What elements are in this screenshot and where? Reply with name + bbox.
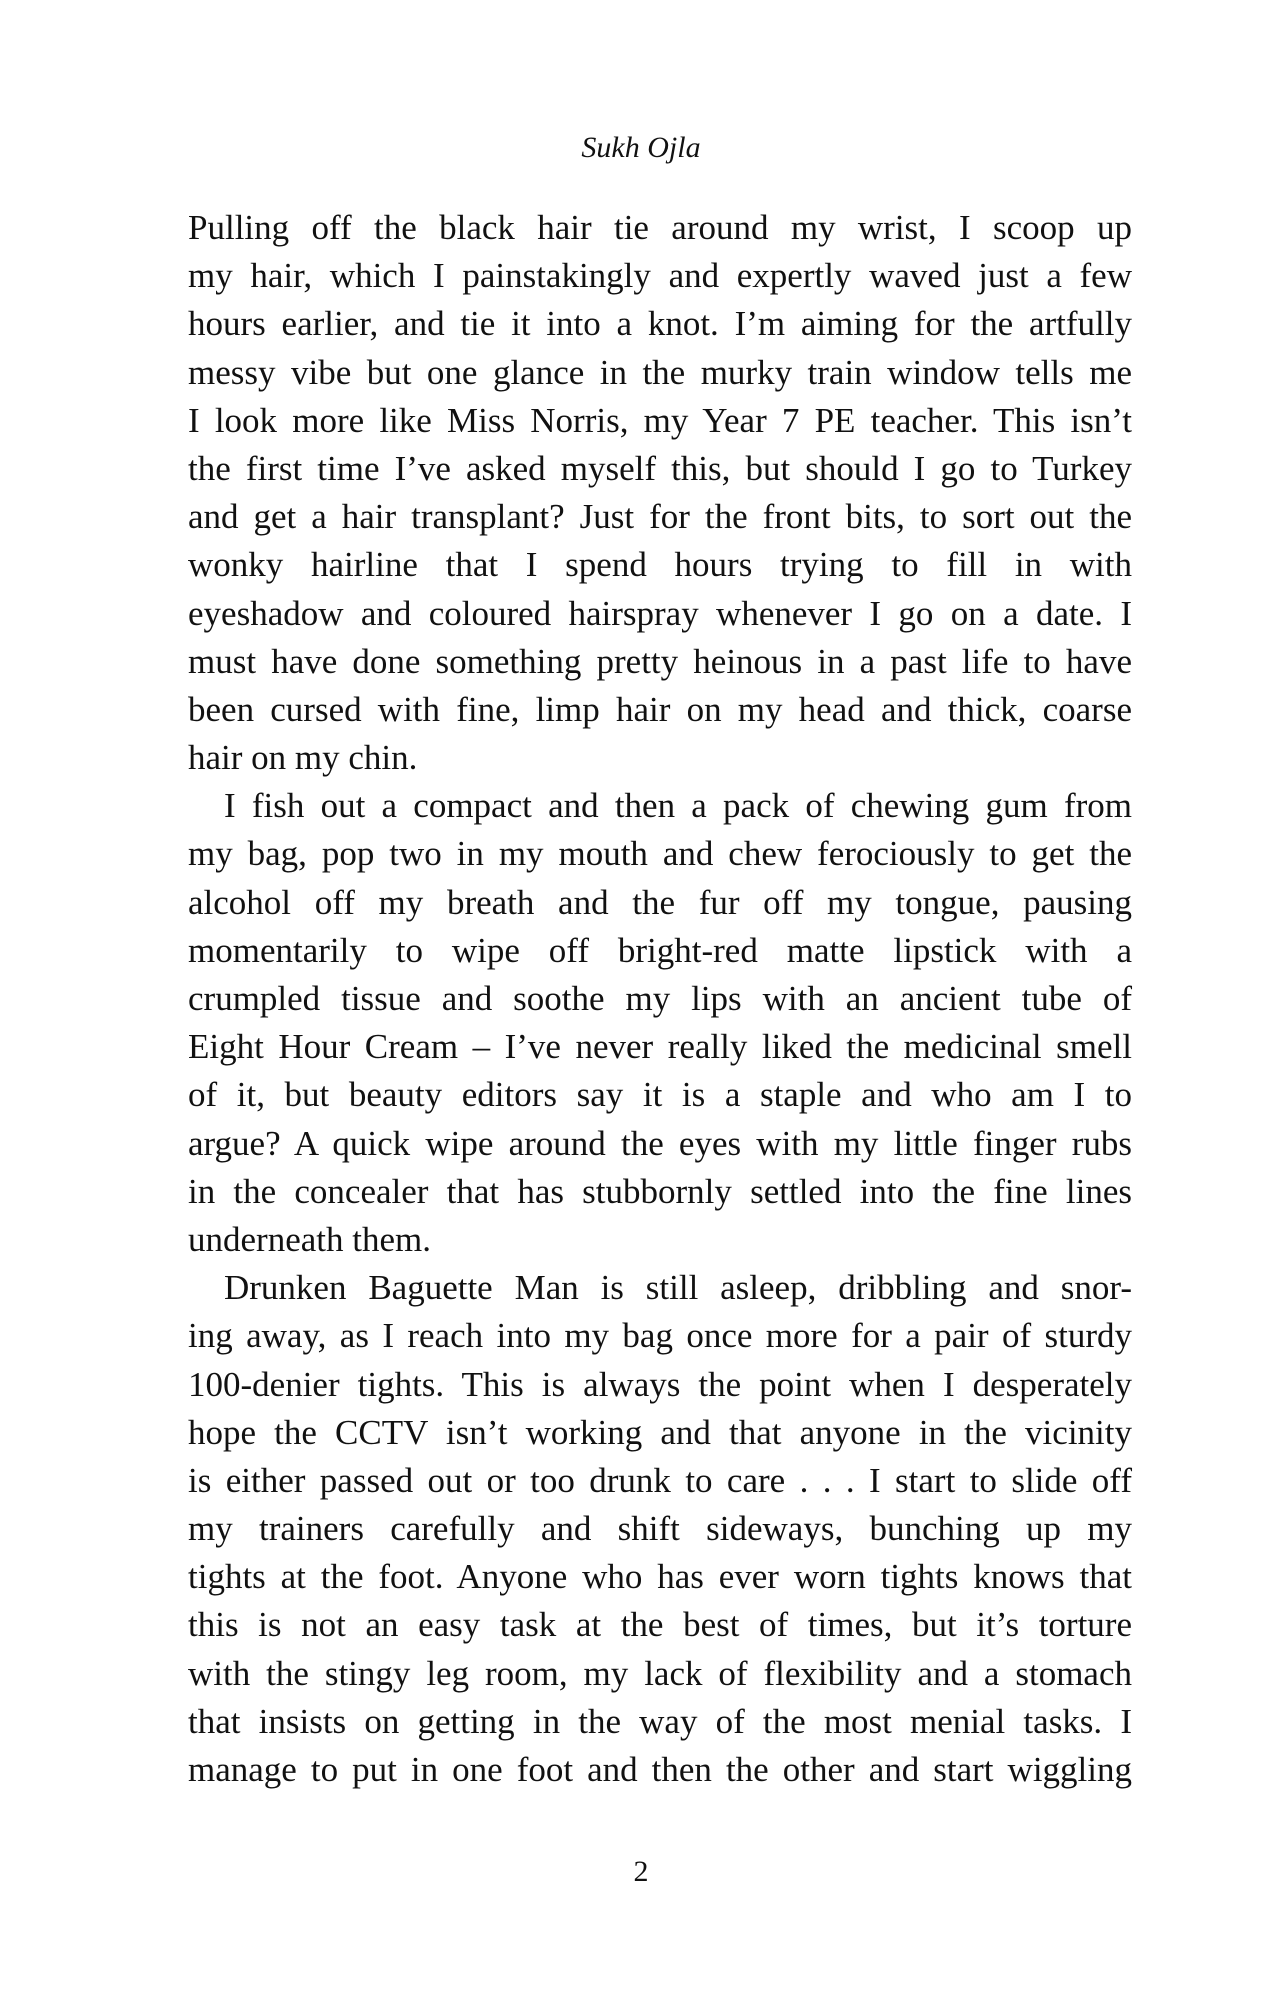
text-line: Pulling off the black hair tie around my wrist, I scoop up [188, 208, 1132, 247]
text-line: with the stingy leg room, my lack of flexibility and a stomach [188, 1653, 1132, 1693]
text-line: been cursed with fine, limp hair on my head and thick, coarse [188, 689, 1132, 729]
text-line: this is not an easy task at the best of times, but it’s torture [188, 1605, 1132, 1645]
text-line: is either passed out or too drunk to care . . . I start to slide off [188, 1460, 1132, 1500]
text-line: must have done something pretty heinous in a past life to have [188, 641, 1132, 681]
text-line: hope the CCTV isn’t working and that anyone in the vicinity [188, 1412, 1132, 1452]
text-line: tights at the foot. Anyone who has ever worn tights knows that [188, 1557, 1132, 1597]
text-line: Drunken Baguette Man is still asleep, dribbling and snor- [224, 1268, 1132, 1308]
text-line: and get a hair transplant? Just for the front bits, to sort out the [188, 497, 1132, 537]
text-line: ing away, as I reach into my bag once more for a pair of sturdy [188, 1316, 1132, 1356]
text-line: Eight Hour Cream – I’ve never really liked the medicinal smell [188, 1027, 1132, 1067]
page-number: 2 [633, 1855, 649, 1888]
text-line: underneath them. [188, 1219, 431, 1259]
text-line: in the concealer that has stubbornly settled into the fine lines [188, 1171, 1132, 1211]
text-line: eyeshadow and coloured hairspray whenever I go on a date. I [188, 593, 1132, 633]
paragraph [188, 1264, 1132, 1794]
text-line: hours earlier, and tie it into a knot. I’m aiming for the artfully [188, 304, 1132, 344]
text-line: my trainers carefully and shift sideways, bunching up my [188, 1509, 1132, 1549]
text-line: argue? A quick wipe around the eyes with my little finger rubs [188, 1123, 1132, 1163]
paragraph [188, 204, 1132, 782]
text-line: crumpled tissue and soothe my lips with an ancient tube of [188, 979, 1132, 1018]
text-line: hair on my chin. [188, 738, 418, 778]
text-line: alcohol off my breath and the fur off my tongue, pausing [188, 882, 1132, 922]
text-line: momentarily to wipe off bright-red matte lipstick with a [188, 930, 1132, 970]
text-line: the first time I’ve asked myself this, but should I go to Turkey [188, 448, 1132, 488]
text-line: that insists on getting in the way of the most menial tasks. I [188, 1701, 1132, 1741]
text-line: messy vibe but one glance in the murky train window tells me [188, 352, 1132, 392]
text-line: my hair, which I painstakingly and expertly waved just a few [188, 256, 1132, 296]
text-line: wonky hairline that I spend hours trying to fill in with [188, 545, 1132, 585]
text-line: of it, but beauty editors say it is a staple and who am I to [188, 1075, 1132, 1115]
text-line: I fish out a compact and then a pack of chewing gum from [224, 786, 1132, 826]
text-line: I look more like Miss Norris, my Year 7 PE teacher. This isn’t [188, 400, 1132, 440]
running-head: Sukh Ojla [581, 131, 701, 164]
text-line: manage to put in one foot and then the other and start wiggling [188, 1750, 1132, 1789]
paragraph [188, 782, 1132, 1264]
text-line: 100-denier tights. This is always the point when I desperately [188, 1364, 1132, 1404]
text-line: my bag, pop two in my mouth and chew ferociously to get the [188, 834, 1132, 874]
body-text [188, 204, 1132, 1794]
